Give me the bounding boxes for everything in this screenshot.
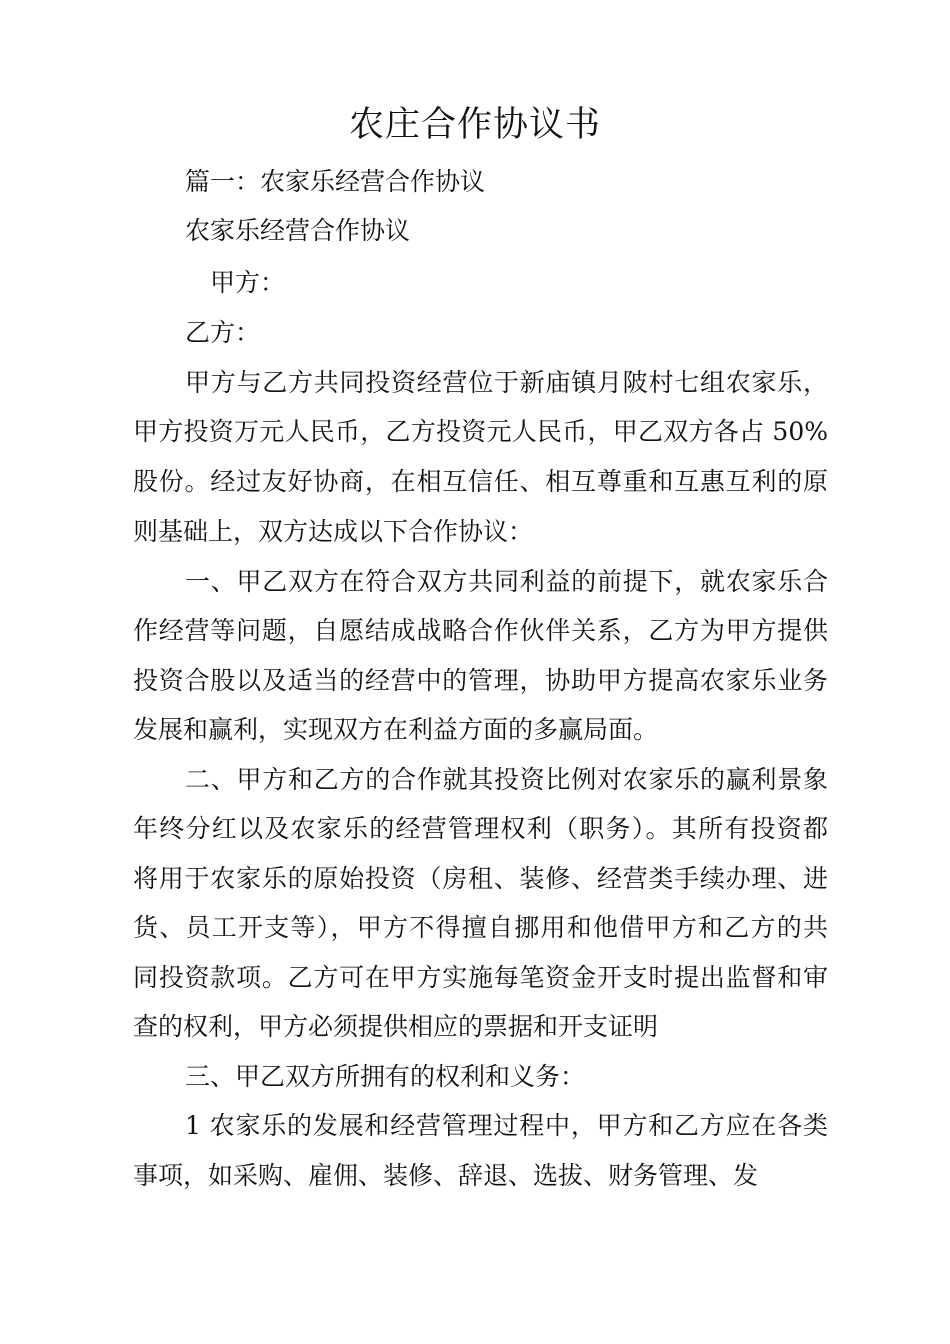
- paragraph-line: 1 农家乐的发展和经营管理过程中，甲方和乙方应在各类: [185, 1111, 828, 1140]
- paragraph-line: 将用于农家乐的原始投资（房租、装修、经营类手续办理、进: [133, 864, 828, 893]
- paragraph-line: 作经营等问题，自愿结成战略合作伙伴关系，乙方为甲方提供: [133, 616, 828, 645]
- party-a-label: 甲方：: [210, 268, 286, 297]
- paragraph-line: 则基础上，双方达成以下合作协议：: [133, 517, 534, 546]
- document-subtitle: 篇一：农家乐经营合作协议: [185, 167, 486, 196]
- document-title: 农庄合作协议书: [348, 105, 601, 145]
- paragraph-line: 事项，如采购、雇佣、装修、辞退、选拔、财务管理、发: [133, 1161, 759, 1190]
- paragraph-line: 年终分红以及农家乐的经营管理权利（职务）。其所有投资都: [133, 814, 828, 843]
- paragraph-line: 一、甲乙双方在符合双方共同利益的前提下，就农家乐合: [185, 567, 828, 596]
- paragraph-line: 发展和赢利，实现双方在利益方面的多赢局面。: [133, 715, 659, 744]
- paragraph-line: 二、甲方和乙方的合作就其投资比例对农家乐的赢利景象: [185, 765, 828, 794]
- paragraph-line: 同投资款项。乙方可在甲方实施每笔资金开支时提出监督和审: [133, 963, 828, 992]
- paragraph-line: 股份。经过友好协商，在相互信任、相互尊重和互惠互利的原: [133, 467, 828, 496]
- paragraph-line: 查的权利，甲方必须提供相应的票据和开支证明: [133, 1012, 659, 1041]
- paragraph-line: 甲方与乙方共同投资经营位于新庙镇月陂村七组农家乐，: [185, 368, 828, 397]
- paragraph-line: 三、甲乙双方所拥有的权利和义务：: [185, 1062, 586, 1091]
- paragraph-line: 甲方投资万元人民币，乙方投资元人民币，甲乙双方各占 50%: [133, 417, 828, 446]
- agreement-heading: 农家乐经营合作协议: [185, 216, 411, 245]
- party-b-label: 乙方：: [185, 318, 261, 347]
- paragraph-line: 投资合股以及适当的经营中的管理，协助甲方提高农家乐业务: [133, 666, 828, 695]
- paragraph-line: 货、员工开支等），甲方不得擅自挪用和他借甲方和乙方的共: [133, 913, 828, 942]
